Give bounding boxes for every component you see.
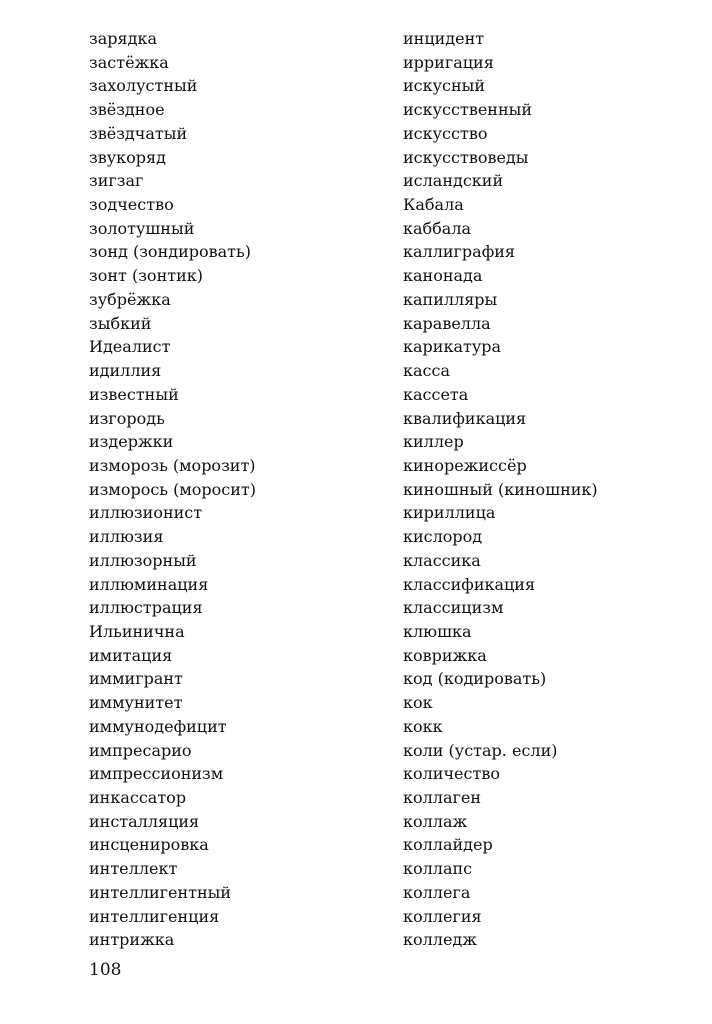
word-entry: кириллица <box>403 503 496 523</box>
word-entry: коли (устар. если) <box>403 740 558 760</box>
word-entry: каббала <box>403 218 472 238</box>
word-entry: Кабала <box>403 195 464 215</box>
word-entry: касса <box>403 361 450 381</box>
word-list-left-column <box>89 27 379 952</box>
word-entry: интеллигенция <box>89 906 220 926</box>
word-entry: код (кодировать) <box>403 669 547 689</box>
word-entry: иллюзорный <box>89 550 197 570</box>
word-entry: иллюминация <box>89 574 209 594</box>
word-entry: известный <box>89 384 179 404</box>
word-entry: интеллигентный <box>89 882 232 902</box>
word-entry: классицизм <box>403 598 504 618</box>
word-entry: киношный (киношник) <box>403 479 598 499</box>
page-number: 108 <box>89 960 122 980</box>
word-entry: ирригация <box>403 52 494 72</box>
word-entry: застёжка <box>89 52 169 72</box>
word-entry: зонд (зондировать) <box>89 242 251 262</box>
word-entry: изгородь <box>89 408 165 428</box>
word-entry: карикатура <box>403 337 502 357</box>
word-entry: кинорежиссёр <box>403 455 527 475</box>
word-entry: инсценировка <box>89 835 209 855</box>
word-entry: зодчество <box>89 195 174 215</box>
word-entry: инцидент <box>403 29 485 48</box>
word-entry: квалификация <box>403 408 527 428</box>
word-entry: кокк <box>403 716 443 736</box>
word-entry: коллайдер <box>403 835 493 855</box>
word-entry: коллапс <box>403 859 473 879</box>
word-entry: исландский <box>403 171 504 191</box>
word-entry: имитация <box>89 645 173 665</box>
word-entry: звукоряд <box>89 147 166 167</box>
word-entry: каллиграфия <box>403 242 515 262</box>
word-entry: звёздчатый <box>89 123 188 143</box>
word-entry: иллюзия <box>89 527 164 547</box>
word-entry: Идеалист <box>89 337 171 357</box>
word-entry: изморозь (морозит) <box>89 455 256 475</box>
word-entry: интрижка <box>89 930 175 950</box>
word-entry: зарядка <box>89 29 157 48</box>
word-entry: кислород <box>403 527 483 547</box>
word-entry: интеллект <box>89 859 178 879</box>
word-entry: зонт (зонтик) <box>89 266 203 286</box>
word-entry: импресарио <box>89 740 192 760</box>
word-entry: киллер <box>403 432 464 452</box>
word-entry: захолустный <box>89 76 198 96</box>
word-entry: идиллия <box>89 361 162 381</box>
word-entry: коллаж <box>403 811 468 831</box>
word-entry: импрессионизм <box>89 764 224 784</box>
word-entry: иллюзионист <box>89 503 203 523</box>
word-entry: канонада <box>403 266 483 286</box>
word-entry: зыбкий <box>89 313 152 333</box>
word-entry: искусный <box>403 76 486 96</box>
word-entry: коллегия <box>403 906 482 926</box>
word-entry: колледж <box>403 930 477 950</box>
word-entry: золотушный <box>89 218 195 238</box>
word-entry: иммунодефицит <box>89 716 227 736</box>
word-entry: инсталляция <box>89 811 200 831</box>
word-entry: количество <box>403 764 500 784</box>
word-entry: искусство <box>403 123 488 143</box>
word-entry: классификация <box>403 574 536 594</box>
word-entry: капилляры <box>403 289 498 309</box>
word-entry: зубрёжка <box>89 289 171 309</box>
word-entry: кок <box>403 693 433 713</box>
word-entry: изморось (моросит) <box>89 479 257 499</box>
word-entry: клюшка <box>403 621 472 641</box>
word-entry: зигзаг <box>89 171 144 191</box>
word-entry: искусствоведы <box>403 147 529 167</box>
word-entry: кассета <box>403 384 469 404</box>
word-entry: коврижка <box>403 645 487 665</box>
word-list-right-column <box>403 27 693 952</box>
word-entry: коллаген <box>403 788 482 807</box>
word-entry: иллюстрация <box>89 598 203 618</box>
word-entry: Ильинична <box>89 621 185 641</box>
word-entry: классика <box>403 550 481 570</box>
word-entry: каравелла <box>403 313 491 333</box>
word-entry: иммигрант <box>89 669 183 689</box>
word-entry: инкассатор <box>89 788 187 807</box>
word-entry: иммунитет <box>89 693 183 713</box>
word-entry: издержки <box>89 432 174 452</box>
word-entry: искусственный <box>403 100 533 120</box>
word-entry: коллега <box>403 882 471 902</box>
word-entry: звёздное <box>89 100 165 120</box>
